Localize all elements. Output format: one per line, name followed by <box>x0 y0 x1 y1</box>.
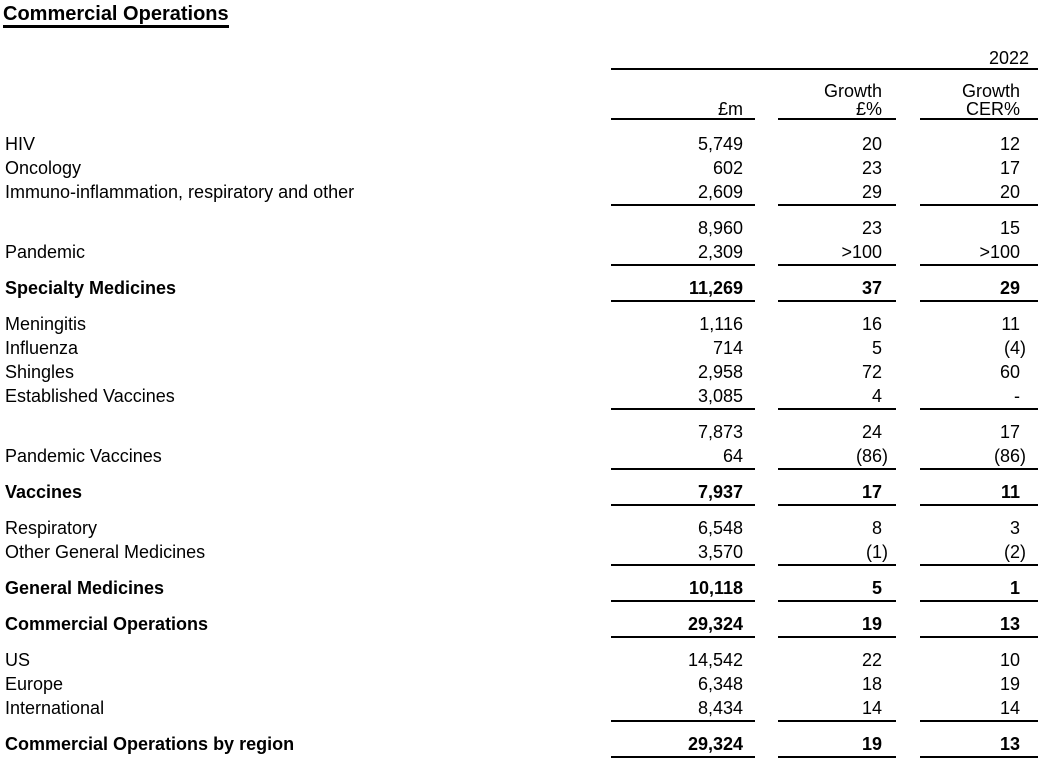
cell-growth-gbp-pct: 14 <box>778 696 896 722</box>
table-rows <box>0 132 1038 758</box>
cell-gbp-m: 7,937 <box>611 480 755 506</box>
cell-growth-cer-pct: 13 <box>920 612 1038 638</box>
column-header-line2: CER% <box>965 99 1020 119</box>
commercial-operations-table <box>0 50 1038 758</box>
cell-gbp-m: 64 <box>611 444 755 470</box>
table-row <box>0 732 1038 758</box>
cell-growth-cer-pct: 15 <box>999 218 1020 238</box>
cell-growth-cer-pct: 13 <box>920 732 1038 758</box>
cell-gbp-m: 29,324 <box>611 732 755 758</box>
table-row <box>0 180 1038 206</box>
year-header: 2022 <box>988 48 1029 68</box>
cell-growth-cer-pct: 11 <box>1001 314 1020 334</box>
year-rule-line <box>611 68 1038 70</box>
cell-growth-gbp-pct: 23 <box>861 158 882 178</box>
column-header-line2: £m <box>717 99 743 119</box>
row-label: HIV <box>5 134 36 154</box>
table-row <box>0 132 1038 156</box>
cell-growth-gbp-pct: >100 <box>778 240 896 266</box>
cell-gbp-m: 2,309 <box>611 240 755 266</box>
row-label: Meningitis <box>5 314 87 334</box>
row-label: Commercial Operations <box>5 614 209 634</box>
row-label: Established Vaccines <box>5 386 175 406</box>
table-row <box>0 444 1038 470</box>
table-row <box>0 480 1038 506</box>
cell-gbp-m: 3,085 <box>611 384 755 410</box>
cell-gbp-m: 3,570 <box>611 540 755 566</box>
table-row <box>0 240 1038 266</box>
table-row <box>0 420 1038 444</box>
cell-gbp-m: 2,958 <box>697 362 743 382</box>
table-row <box>0 276 1038 302</box>
table-row <box>0 156 1038 180</box>
table-row <box>0 696 1038 722</box>
table-row <box>0 516 1038 540</box>
row-label: Vaccines <box>5 482 83 502</box>
row-label: Specialty Medicines <box>5 278 177 298</box>
row-label: Other General Medicines <box>5 542 206 562</box>
column-header-line2: £% <box>855 99 882 119</box>
row-label: International <box>5 698 105 718</box>
cell-growth-gbp-pct: 20 <box>861 134 882 154</box>
cell-growth-gbp-pct: 37 <box>778 276 896 302</box>
cell-gbp-m: 8,434 <box>611 696 755 722</box>
cell-growth-gbp-pct: 16 <box>861 314 882 334</box>
column-header-line1: Growth <box>823 81 882 101</box>
cell-gbp-m: 5,749 <box>697 134 743 154</box>
row-label: Europe <box>5 674 64 694</box>
table-row <box>0 612 1038 638</box>
row-label <box>0 216 611 240</box>
cell-growth-cer-pct: 12 <box>999 134 1020 154</box>
column-header-line1: Growth <box>961 81 1020 101</box>
row-label: Commercial Operations by region <box>5 734 295 754</box>
column-header-growth-gbp-pct <box>778 82 896 120</box>
cell-growth-gbp-pct: 4 <box>778 384 896 410</box>
cell-growth-cer-pct: (86) <box>920 444 1038 470</box>
cell-growth-gbp-pct: 24 <box>861 422 882 442</box>
cell-growth-cer-pct: 11 <box>920 480 1038 506</box>
cell-growth-gbp-pct: 8 <box>871 518 882 538</box>
row-label: General Medicines <box>5 578 165 598</box>
cell-growth-cer-pct: - <box>920 384 1038 410</box>
column-header-line1 <box>611 82 743 100</box>
row-label: Immuno-inflammation, respiratory and other <box>5 182 355 202</box>
cell-growth-cer-pct: 10 <box>999 650 1020 670</box>
cell-gbp-m: 1,116 <box>699 314 743 334</box>
cell-growth-cer-pct: 17 <box>999 158 1020 178</box>
cell-growth-gbp-pct: (86) <box>778 444 896 470</box>
cell-growth-gbp-pct: 19 <box>778 732 896 758</box>
cell-growth-cer-pct: (4) <box>1004 338 1026 358</box>
cell-growth-gbp-pct: 17 <box>778 480 896 506</box>
cell-growth-cer-pct: 19 <box>999 674 1020 694</box>
cell-growth-gbp-pct: 22 <box>861 650 882 670</box>
cell-gbp-m: 7,873 <box>697 422 743 442</box>
row-label: Shingles <box>5 362 75 382</box>
cell-gbp-m: 8,960 <box>697 218 743 238</box>
column-header-gbp-m <box>611 82 755 120</box>
cell-gbp-m: 2,609 <box>611 180 755 206</box>
cell-gbp-m: 714 <box>712 338 743 358</box>
row-label <box>0 420 611 444</box>
cell-growth-cer-pct: 20 <box>920 180 1038 206</box>
table-row <box>0 540 1038 566</box>
cell-growth-cer-pct: 14 <box>920 696 1038 722</box>
cell-growth-gbp-pct: 5 <box>778 576 896 602</box>
cell-gbp-m: 6,548 <box>697 518 743 538</box>
cell-growth-gbp-pct: 18 <box>861 674 882 694</box>
cell-growth-gbp-pct: 5 <box>871 338 882 358</box>
cell-growth-gbp-pct: 23 <box>861 218 882 238</box>
cell-gbp-m: 11,269 <box>611 276 755 302</box>
row-label: Respiratory <box>5 518 98 538</box>
row-label: US <box>5 650 31 670</box>
table-row <box>0 384 1038 410</box>
cell-gbp-m: 29,324 <box>611 612 755 638</box>
cell-gbp-m: 602 <box>712 158 743 178</box>
table-row <box>0 648 1038 672</box>
cell-gbp-m: 10,118 <box>611 576 755 602</box>
table-row <box>0 216 1038 240</box>
table-row <box>0 672 1038 696</box>
row-label: Oncology <box>5 158 82 178</box>
table-row <box>0 336 1038 360</box>
row-label: Pandemic <box>5 242 86 262</box>
cell-gbp-m: 14,542 <box>687 650 743 670</box>
cell-growth-cer-pct: (2) <box>920 540 1038 566</box>
cell-growth-cer-pct: 29 <box>920 276 1038 302</box>
table-row <box>0 360 1038 384</box>
table-row <box>0 576 1038 602</box>
cell-growth-cer-pct: 1 <box>920 576 1038 602</box>
cell-growth-cer-pct: 60 <box>999 362 1020 382</box>
cell-growth-cer-pct: 3 <box>1009 518 1020 538</box>
cell-growth-gbp-pct: (1) <box>778 540 896 566</box>
cell-growth-cer-pct: 17 <box>999 422 1020 442</box>
cell-gbp-m: 6,348 <box>697 674 743 694</box>
cell-growth-gbp-pct: 72 <box>861 362 882 382</box>
row-label: Influenza <box>5 338 79 358</box>
column-header-growth-cer-pct <box>920 82 1038 120</box>
label-column-spacer <box>0 82 611 120</box>
cell-growth-gbp-pct: 29 <box>778 180 896 206</box>
column-header-row <box>0 82 1038 120</box>
cell-growth-cer-pct: >100 <box>920 240 1038 266</box>
table-row <box>0 312 1038 336</box>
cell-growth-gbp-pct: 19 <box>778 612 896 638</box>
page-title: Commercial Operations <box>3 4 229 28</box>
row-label: Pandemic Vaccines <box>5 446 162 466</box>
